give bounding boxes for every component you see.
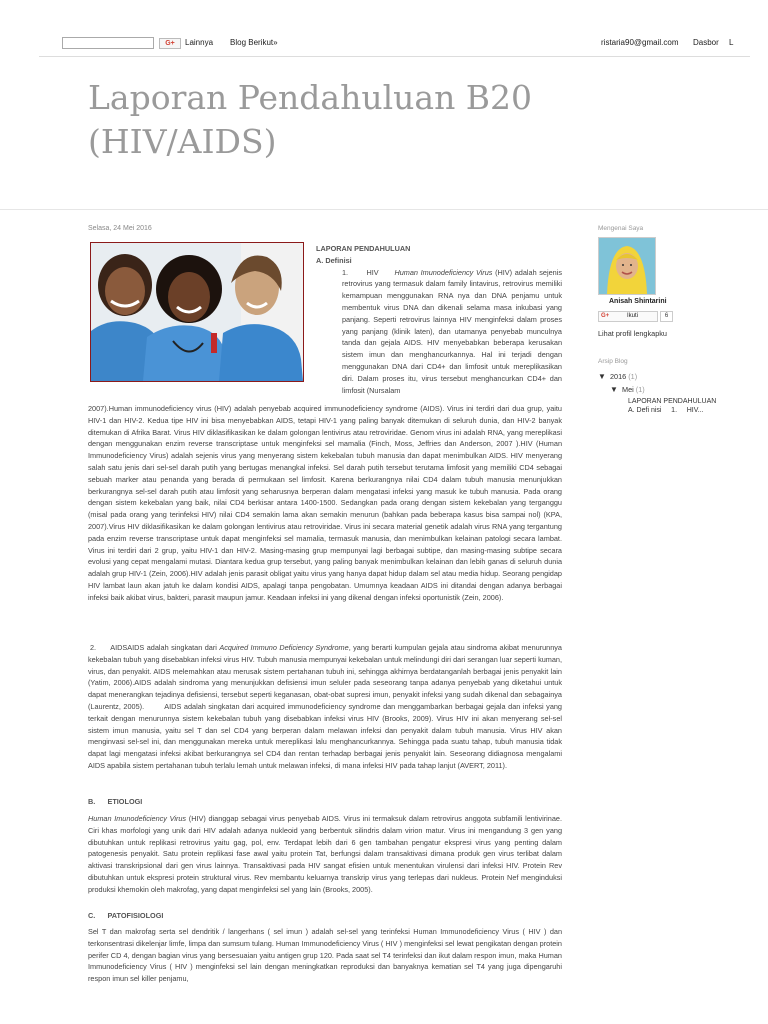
section-b-heading: B. ETIOLOGI — [88, 797, 143, 806]
expand-triangle-icon[interactable]: ▼ — [598, 372, 606, 381]
section-a-heading: A. Definisi — [316, 255, 352, 265]
post-date: Selasa, 24 Mei 2016 — [88, 225, 152, 232]
navbar-search-input[interactable] — [62, 37, 154, 49]
navbar-divider — [39, 56, 750, 57]
etiologi-paragraph — [88, 813, 562, 896]
definisi-number: 1. HIV — [342, 267, 395, 277]
archive-month[interactable]: Mei — [621, 385, 634, 394]
post-heading: LAPORAN PENDAHULUAN — [316, 244, 411, 253]
definisi-hiv-paragraph — [316, 267, 562, 397]
profile-avatar-illustration — [599, 238, 655, 294]
definisi-text: (HIV) adalah sejenis retrovirus yang termasuk dalam family lintavirus, retrovirus memiliki kemampuan menggunakan RNA nya dan DNA penjamu untuk membentuk virus DNA dan dikenali selama masa inkubasi yang panjang. Seperti retrovirus lainnya HIV menginfeksi dalam proses yang panjang (klinik laten), dan utamanya penyebab munculnya tanda dan gejala AIDS. HIV menyebabkan beberapa kerusakan sistem imun dan menghancurkannya. Hal ini terjadi dengan menggunakan DNA dari CD4+ dan limfosit untuk mereplikasikan diri. Dalam proses itu, virus tersebut menghancurkan CD4+ dan limfosit (Nursalam — [342, 267, 562, 395]
nurses-illustration — [91, 243, 303, 381]
archive-year-count: (1) — [628, 372, 638, 381]
etiologi-term: Human Imunodeficiency Virus — [88, 814, 187, 823]
follow-button[interactable] — [598, 311, 658, 322]
archive-month-row[interactable] — [610, 385, 645, 394]
definisi-continued-paragraph: 2007).Human immunodeficiency virus (HIV) adalah penyebab acquired immunodeficiency syndrome (AIDS). Virus ini terdiri dari dua grup, yaitu HIV-1 dan HIV-2. Kedua tipe HIV ini bisa menyebabkan AIDS, tetapi HIV-1 yang paling banyak ditemukan di seluruh dunia, dan HIV-2 banyak ditemukan di Afrika Barat. Virus HIV diklasifikasikan ke dalam golongan lentivirus atau retroviridae. Genom virus ini adalah RNA, yang mereplikasi dengan menggunakan enzim reverse transcriptase untuk menginfeksi sel mamalia (Finch, Moss, Jeffries dan Anderson, 2007 ).HIV (Human Immunodeficiency Virus) adalah sejenis virus yang menyerang sistem kekebalan tubuh manusia dan dapat menimbulkan AIDS. HIV menyerang salah satu jenis dari sel-sel darah putih yang bertugas menangkal infeksi. Sel darah putih tersebut terutama limfosit yang memiliki CD4 sebagai sebuah marker atau penanda yang berada di permukaan sel limfosit. Karena berkurangnya nilai CD4 dalam tubuh manusia menunjukkan berkurangnya sel-sel darah putih atau limfosit yang seharusnya berperan dalam mengatasi infeksi yang masuk ke tubuh manusia. Pada orang dengan sistem kekebalan yang baik, nilai CD4 berkisar antara 1400-1500. Sedangkan pada orang dengan sistem kekebalan yang terganggu (misal pada orang yang terinfeksi HIV) nilai CD4 semakin lama akan semakin menurun (bahkan pada beberapa kasus bisa sampai nol) (KPA, 2007).Virus HIV diklasifikasikan ke dalam golongan lentivirus atau retroviridae. Virus ini secara material genetik adalah virus RNA yang tergantung pada enzim reverse transcriptase untuk dapat menginfeksi sel mamalia, termasuk manusia, dan menimbulkan kelainan patologi secara lambat. Virus ini terdiri dari 2 grup, yaitu HIV-1 dan HIV-2. Masing-masing grup mempunyai lagi berbagai subtipe, dan masing-masing subtipe secara evolusi yang cepat mengalami mutasi. Diantara kedua grup tersebut, yang paling banyak menimbulkan kelainan dan lebih ganas di seluruh dunia adalah grup HIV-1 (Zein, 2006).HIV adalah jenis parasit obligat yaitu virus yang hanya dapat hidup dalam sel atau media hidup. Seorang pengidap HIV lambat laun akan jatuh ke dalam kondisi AIDS, apalagi tanpa pengobatan. Umumnya keadaan AIDS ini ditandai dengan adanya berbagai infeksi baik akibat virus, bakteri, parasit maupun jamur. Keadaan infeksi ini yang dikenal dengan infeksi oportunistik (Zein, 2006). — [88, 404, 562, 602]
navbar-user-email: ristaria90@gmail.com — [601, 38, 679, 47]
blog-archive-title: Arsip Blog — [598, 358, 628, 365]
header-divider — [0, 209, 768, 210]
section-c-heading: C. PATOFISIOLOGI — [88, 911, 164, 920]
navbar-more-link[interactable]: Lainnya — [185, 38, 214, 47]
expand-triangle-icon[interactable]: ▼ — [610, 385, 618, 394]
navbar-logout-link[interactable]: L — [729, 38, 734, 47]
navbar-gplus-button[interactable]: G+ — [159, 38, 181, 49]
about-me-title: Mengenai Saya — [598, 225, 644, 232]
view-full-profile-link[interactable]: Lihat profil lengkapku — [598, 329, 667, 338]
blogger-navbar — [0, 0, 768, 64]
navbar-next-blog-link[interactable]: Blog Berikut» — [230, 38, 278, 47]
profile-name-link[interactable]: Anisah Shintarini — [609, 298, 667, 305]
etiologi-text: (HIV) dianggap sebagai virus penyebab AIDS. Virus ini termaksuk dalam retrovirus anggota subfamili lentivirinae. Ciri khas morfologi yang unik dari HIV adalah adanya nukleoid yang berbentuk silindris dalam virion matur. Virus ini mengandung 3 gen yang dibutuhkan untuk replikasi retrovirus yaitu gag, pol, env. Terdapat lebih dari 6 gen tambahan pengatur ekspresi virus yang penting dalam patogenesis penyakit. Satu protein replikasi fase awal yaitu protein Tat, berfungsi dalam transaktivasi dimana produk gen virus terlibat dalam aktivasi transkripsional dari gen virus lainnya. Transaktivasi pada HIV sangat efisien untuk menentukan virulensi dari infeksi HIV. Protein Rev dibutuhkan untuk ekspresi protein struktural virus. Rev membantu keluarnya transkrip virus yang terlepas dari nukleus. Protein Nef menginduksi produksi khemokin oleh makrofag, yang dapat menginfeksi sel yang lain (Brooks, 2005). — [88, 814, 562, 894]
post-intro — [316, 243, 562, 396]
navbar-dashboard-link[interactable]: Dasbor — [693, 38, 719, 47]
profile-photo[interactable] — [598, 237, 656, 295]
archive-post-link[interactable]: LAPORAN PENDAHULUAN A. Defi nisi 1. HIV... — [628, 398, 717, 414]
post-image-nurses[interactable] — [90, 242, 304, 382]
follower-count: 6 — [660, 311, 673, 322]
aids-text: , yang berarti kumpulan gejala atau sindroma akibat menurunnya kekebalan tubuh yang disebabkan infeksi virus HIV. Tubuh manusia mempunyai kekebalan untuk melindungi diri dari serangan luar seperti kuman, virus, dan penyakit. AIDS melemahkan atau merusak sistem pertahanan tubuh ini, sehingga akhirnya berdatanganlah berbagai jenis penyakit lain (Yatim, 2006).AIDS adalah sindroma yang menunjukkan defisiensi imun seluler pada seseorang tanpa adanya penyebab yang diketahui untuk dapat menerangkan tejadinya defisiensi, tersebut seperti keganasan, obat-obat supresi imun, penyakit infeksi yang sudah dikenal dan sebagainya (Laurentz, 2005). AIDS adalah singkatan dari acquired immunodeficiency syndrome dan menggambarkan berbagai gejala dan infeksi yang terkait dengan menurunnya sistem kekebalan tubuh yang disebabkan infeksi virus HIV (Brooks, 2009). Virus HIV ini akan menyerang sel-sel sistem imun manusia, yaitu sel T dan sel CD4 yang berperan dalam melawan infeksi dan penyakit dalam tubuh manusia. Virus HIV akan menginvasi sel-sel ini, dan menggunakan mereka untuk mereplikasi lalu menghancurkannya. Sehingga pada suatu tahap, tubuh manusia tidak dapat lagi mengatasi infeksi akibat berkurangnya sel CD4 dan rentan terhadap berbagai jenis penyakit lain. Seseorang didiagnosa mengalami AIDS apabila sistem pertahanan tubuh terlalu lemah untuk melawan infeksi, di mana infeksi HIV pada tahap lanjut (AVERT, 2011). — [88, 643, 562, 770]
archive-month-count: (1) — [635, 385, 645, 394]
follow-label: Ikuti — [627, 313, 639, 319]
patofisiologi-paragraph: Sel T dan makrofag serta sel dendritik / langerhans ( sel imun ) adalah sel-sel yang terinfeksi Human Immunodeficiency Virus ( HIV ) dan terkonsentrasi dikelenjar limfe, limpa dan sumsum tulang. Human Immunodeficiency Virus ( HIV ) menginfeksi sel lewat pengikatan dengan protein perifer CD 4, dengan bagian virus yang bersesuaian yaitu antigen grup 120. Pada saat sel T4 terinfeksi dan ikut dalam respon imun, maka Human Immunodeficiency Virus ( HIV ) menginfeksi sel lain dengan meningkatkan reproduksi dan banyaknya kematian sel T4 yang juga dipengaruhi respon imun sel killer penjamu, — [88, 927, 562, 984]
aids-term: Acquired Immuno Deficiency Syndrome — [219, 643, 349, 652]
aids-paragraph — [88, 642, 562, 772]
archive-year-row[interactable] — [598, 372, 637, 381]
aids-lead: 2. AIDSAIDS adalah singkatan dari — [90, 643, 220, 652]
archive-year[interactable]: 2016 — [609, 372, 627, 381]
definisi-term: Human Imunodeficiency Virus — [394, 267, 493, 277]
gplus-icon: G+ — [601, 313, 610, 319]
blog-title[interactable]: Laporan Pendahuluan B20 (HIV/AIDS) — [88, 78, 533, 161]
